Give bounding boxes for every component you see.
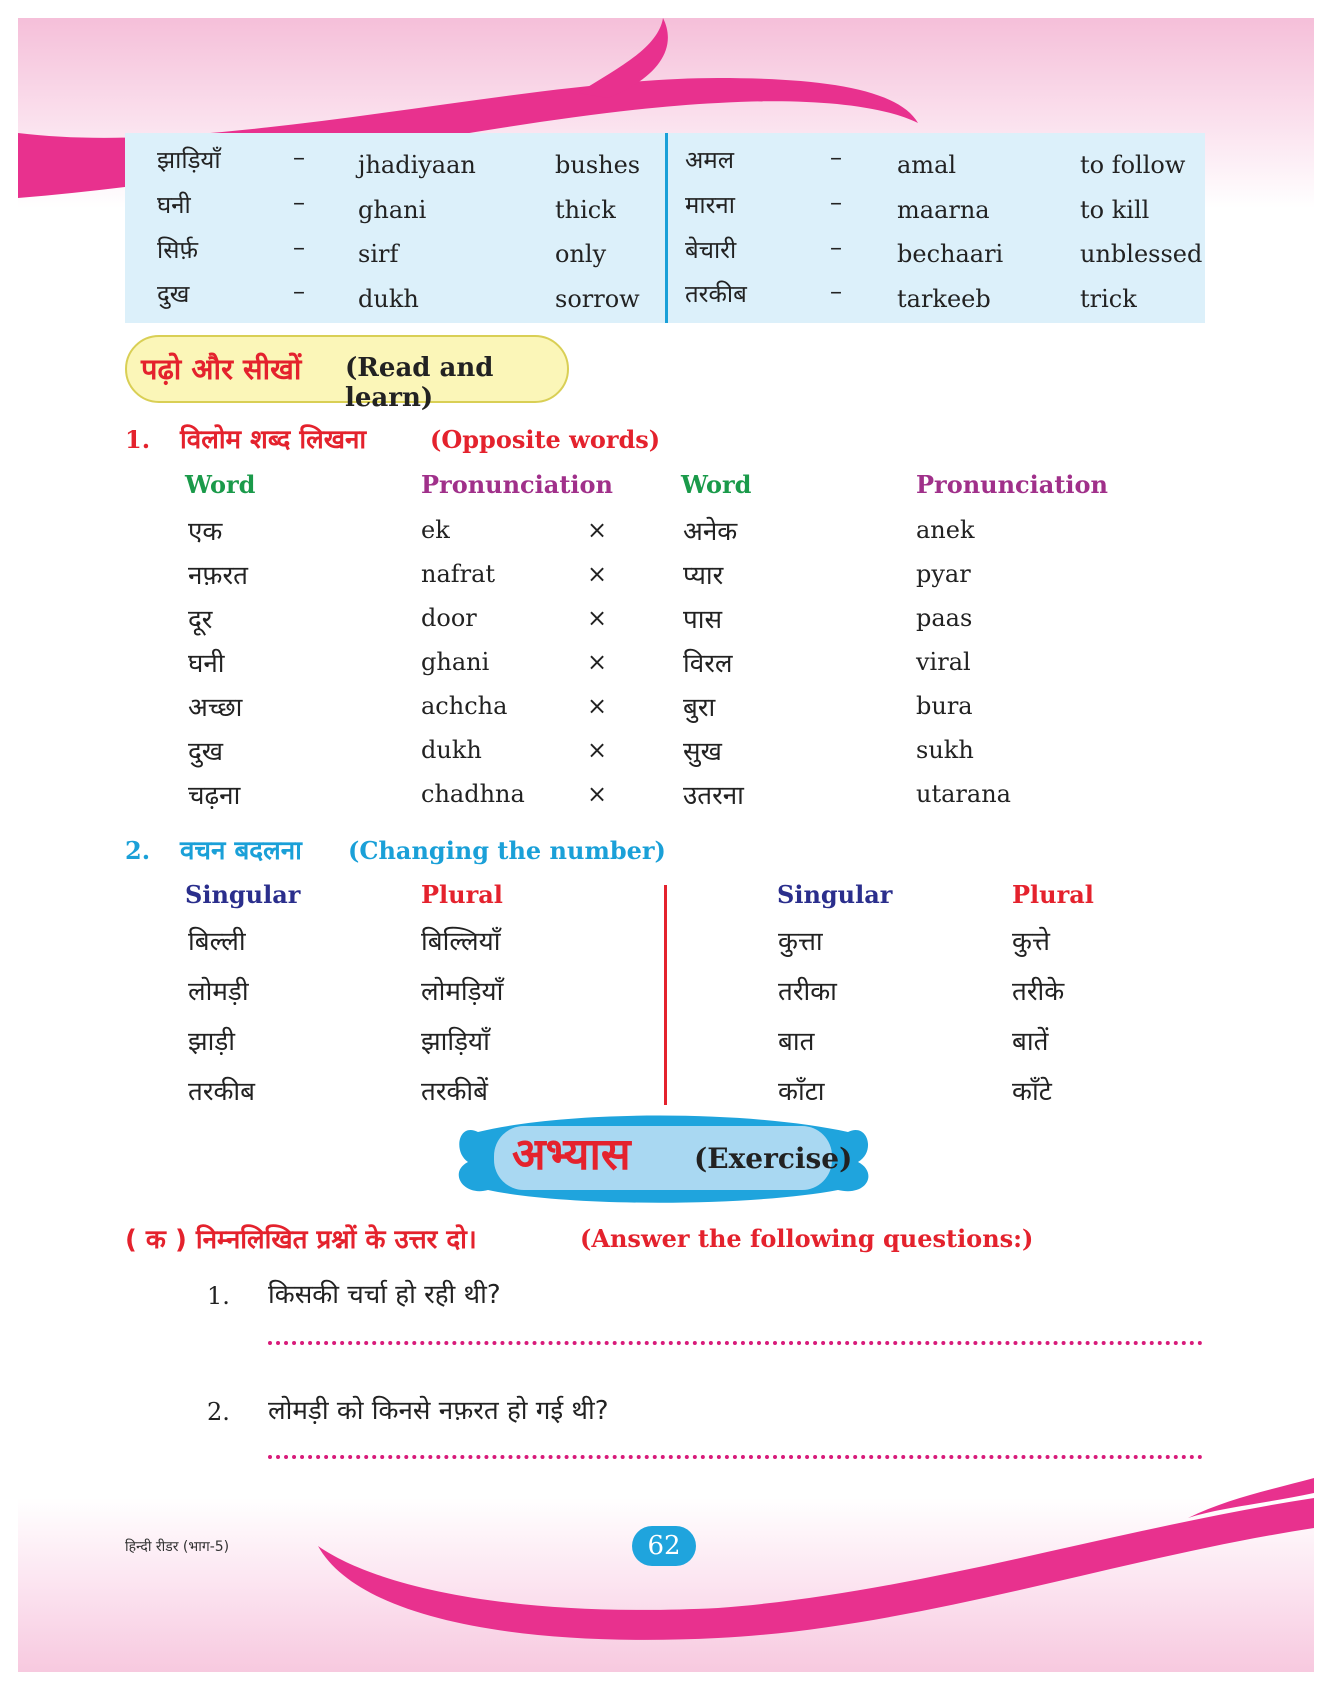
questions-heading-hindi: ( क ) निम्नलिखित प्रश्नों के उत्तर दो। xyxy=(125,1225,477,1255)
vocab-hindi: तरकीब xyxy=(685,280,747,308)
opposite-pronunciation: dukh xyxy=(421,736,482,764)
question-number: 2. xyxy=(207,1398,230,1426)
page-number: 62 xyxy=(632,1526,696,1566)
vocab-dash: – xyxy=(830,277,842,305)
vocab-hindi: अमल xyxy=(685,146,734,174)
cross-sign: × xyxy=(587,780,608,808)
section1-title-english: (Opposite words) xyxy=(430,425,661,454)
opposite-pronunciation: utarana xyxy=(916,780,1011,808)
vocab-meaning: bushes xyxy=(555,151,641,179)
col-header-plural: Plural xyxy=(1012,880,1094,909)
number-table-divider xyxy=(664,885,667,1105)
plural-word: काँटे xyxy=(1012,1077,1052,1107)
vocab-hindi: मारना xyxy=(685,191,735,219)
plural-word: तरीके xyxy=(1012,977,1065,1007)
col-header-pronunciation: Pronunciation xyxy=(916,470,1108,499)
vocab-meaning: to kill xyxy=(1080,196,1150,224)
vocab-meaning: only xyxy=(555,240,607,268)
opposite-word: उतरना xyxy=(683,781,744,811)
section2-title-hindi: वचन बदलना xyxy=(180,836,302,866)
opposite-word: घनी xyxy=(188,649,225,679)
singular-word: बात xyxy=(778,1027,815,1057)
singular-word: काँटा xyxy=(778,1077,825,1107)
opposite-pronunciation: bura xyxy=(916,692,973,720)
plural-word: झाड़ियाँ xyxy=(421,1027,490,1057)
opposite-word: प्यार xyxy=(683,561,724,591)
cross-sign: × xyxy=(587,736,608,764)
singular-word: झाड़ी xyxy=(188,1027,236,1057)
vocab-roman: dukh xyxy=(358,285,419,313)
question-text: किसकी चर्चा हो रही थी? xyxy=(268,1280,501,1310)
vocab-dash: – xyxy=(293,277,305,305)
read-and-learn-badge xyxy=(125,335,569,413)
opposite-word: दूर xyxy=(188,605,213,635)
opposite-word: एक xyxy=(188,517,223,547)
vocab-meaning: to follow xyxy=(1080,151,1186,179)
col-header-plural: Plural xyxy=(421,880,503,909)
vocab-meaning: sorrow xyxy=(555,285,640,313)
col-header-pronunciation: Pronunciation xyxy=(421,470,613,499)
cross-sign: × xyxy=(587,516,608,544)
opposite-word: अनेक xyxy=(683,517,738,547)
vocab-meaning: unblessed xyxy=(1080,240,1203,268)
answer-line[interactable] xyxy=(268,1455,1203,1459)
vocab-hindi: दुख xyxy=(157,280,190,308)
opposite-word: दुख xyxy=(188,737,224,767)
section2-title-english: (Changing the number) xyxy=(348,836,666,865)
exercise-banner xyxy=(448,1112,878,1204)
vocab-dash: – xyxy=(830,143,842,171)
vocab-hindi: झाड़ियाँ xyxy=(157,146,221,174)
vocab-dash: – xyxy=(293,143,305,171)
opposite-word: विरल xyxy=(683,649,733,679)
opposite-word: सुख xyxy=(683,737,722,767)
plural-word: कुत्ते xyxy=(1012,927,1050,957)
singular-word: लोमड़ी xyxy=(188,977,249,1007)
plural-word: बातें xyxy=(1012,1027,1049,1057)
col-header-word: Word xyxy=(185,470,256,499)
question-number: 1. xyxy=(207,1282,230,1310)
opposite-pronunciation: paas xyxy=(916,604,973,632)
opposite-pronunciation: achcha xyxy=(421,692,508,720)
singular-word: कुत्ता xyxy=(778,927,823,957)
exercise-english: (Exercise) xyxy=(694,1142,853,1175)
opposite-pronunciation: ek xyxy=(421,516,450,544)
vocab-dash: – xyxy=(830,188,842,216)
opposite-pronunciation: pyar xyxy=(916,560,971,588)
plural-word: तरकीबें xyxy=(421,1077,489,1107)
vocab-roman: ghani xyxy=(358,196,427,224)
vocab-roman: maarna xyxy=(897,196,990,224)
opposite-pronunciation: sukh xyxy=(916,736,974,764)
exercise-hindi: अभ्यास xyxy=(512,1129,631,1180)
answer-line[interactable] xyxy=(268,1341,1203,1345)
opposite-pronunciation: viral xyxy=(916,648,971,676)
section1-title-hindi: विलोम शब्द लिखना xyxy=(180,425,367,455)
questions-heading-english: (Answer the following questions:) xyxy=(580,1224,1034,1253)
vocab-roman: bechaari xyxy=(897,240,1004,268)
cross-sign: × xyxy=(587,692,608,720)
vocab-roman: tarkeeb xyxy=(897,285,991,313)
vocab-roman: jhadiyaan xyxy=(358,151,476,179)
section2-number: 2. xyxy=(125,836,151,865)
vocab-roman: amal xyxy=(897,151,957,179)
plural-word: लोमड़ियाँ xyxy=(421,977,504,1007)
vocab-hindi: सिर्फ़ xyxy=(157,236,198,264)
vocab-dash: – xyxy=(293,233,305,261)
vocab-divider xyxy=(665,133,668,323)
opposite-word: पास xyxy=(683,605,723,635)
singular-word: तरकीब xyxy=(188,1077,256,1107)
read-learn-hindi: पढ़ो और सीखों xyxy=(141,352,302,386)
read-learn-english: (Read and learn) xyxy=(345,353,494,413)
vocab-dash: – xyxy=(293,188,305,216)
vocab-hindi: बेचारी xyxy=(685,236,737,264)
book-title-footer: हिन्दी रीडर (भाग-5) xyxy=(125,1539,230,1555)
singular-word: बिल्ली xyxy=(188,927,246,957)
vocab-meaning: thick xyxy=(555,196,616,224)
opposite-pronunciation: chadhna xyxy=(421,780,525,808)
opposite-pronunciation: door xyxy=(421,604,477,632)
cross-sign: × xyxy=(587,604,608,632)
cross-sign: × xyxy=(587,648,608,676)
opposite-word: नफ़रत xyxy=(188,561,248,591)
col-header-word: Word xyxy=(681,470,752,499)
singular-word: तरीका xyxy=(778,977,837,1007)
vocab-roman: sirf xyxy=(358,240,399,268)
opposite-word: चढ़ना xyxy=(188,781,241,811)
vocab-meaning: trick xyxy=(1080,285,1137,313)
opposite-pronunciation: nafrat xyxy=(421,560,496,588)
vocab-dash: – xyxy=(830,233,842,261)
cross-sign: × xyxy=(587,560,608,588)
opposite-pronunciation: anek xyxy=(916,516,975,544)
col-header-singular: Singular xyxy=(777,880,893,909)
vocab-hindi: घनी xyxy=(157,191,191,219)
col-header-singular: Singular xyxy=(185,880,301,909)
plural-word: बिल्लियाँ xyxy=(421,927,501,957)
section1-number: 1. xyxy=(125,425,151,454)
opposite-pronunciation: ghani xyxy=(421,648,490,676)
vocabulary-box xyxy=(125,133,1205,323)
question-text: लोमड़ी को किनसे नफ़रत हो गई थी? xyxy=(268,1396,609,1426)
opposite-word: अच्छा xyxy=(188,693,243,723)
opposite-word: बुरा xyxy=(683,693,716,723)
